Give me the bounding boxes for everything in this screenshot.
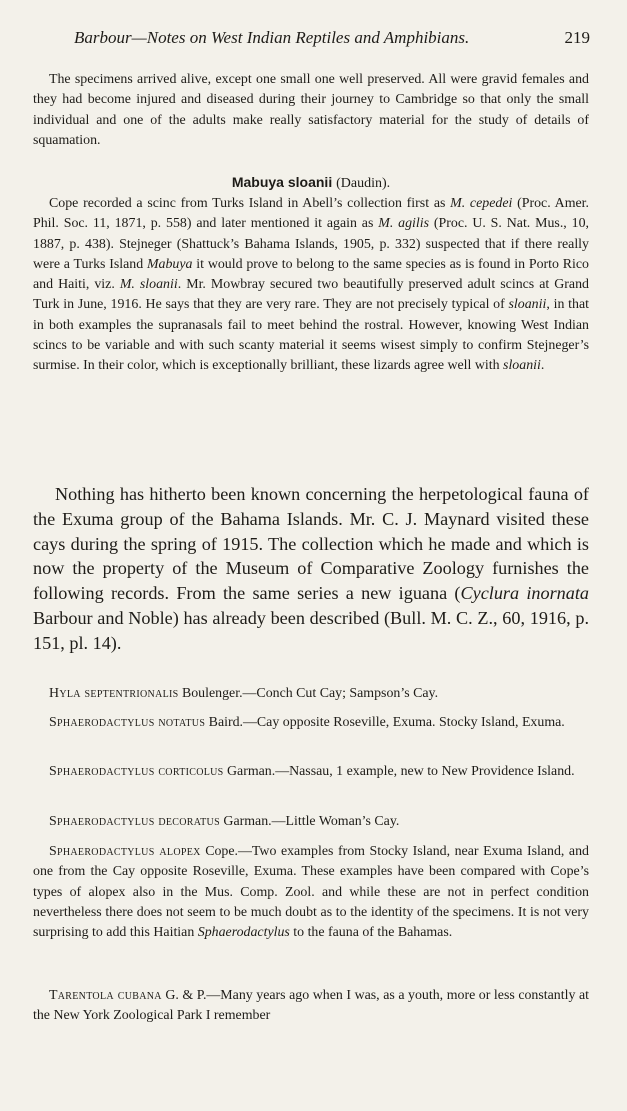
entry-tarentola bbox=[33, 986, 589, 1027]
cope-text-4: it would prove to belong to the same species as is found in Porto Rico and Haiti, viz. bbox=[33, 256, 589, 293]
exuma-italic-1: Cyclura inornata bbox=[460, 583, 589, 604]
entry-corticolus-taxon: Sphaerodactylus corticolus bbox=[49, 764, 224, 779]
cope-text-5: . Mr. Mowbray secured two beautifully preserved adult scincs at Grand Turk in June, 1916. He says that they are very rare. They are not precisely typical of bbox=[33, 277, 589, 313]
entry-alopex-body-1: Cope.—Two examples from Stocky Island, near Exuma Island, and one from the Cay opposite Roseville, Exuma. These examples have been compared with Cope’s types of alopex also in the Mus. Comp. Zool. and while these are not in perfect condition nevertheless there does not seem to be much doubt as to the identity of the specimens. It is not very surprising to add this Haitian bbox=[33, 844, 589, 941]
cope-paragraph-block bbox=[33, 194, 589, 377]
page-number: 219 bbox=[564, 28, 590, 47]
entry-corticolus bbox=[33, 762, 589, 782]
cope-italic-1: M. cepedei bbox=[450, 196, 513, 211]
entry-alopex-text bbox=[33, 842, 589, 943]
entry-alopex-taxon: Sphaerodactylus alopex bbox=[49, 844, 201, 859]
cope-italic-5: sloanii bbox=[508, 297, 547, 313]
entry-tarentola-taxon: Tarentola cubana bbox=[49, 988, 162, 1003]
specimens-paragraph-block bbox=[33, 70, 589, 151]
cope-italic-3: Mabuya bbox=[146, 256, 193, 272]
entry-alopex-body-2: to the fauna of the Bahamas. bbox=[289, 925, 453, 941]
entry-tarentola-body: G. & P.—Many years ago when I was, as a youth, more or less constantly at the New York Zoological Park I remember bbox=[33, 988, 589, 1024]
entry-tarentola-text bbox=[33, 986, 589, 1027]
running-head bbox=[74, 28, 590, 52]
exuma-text-2: Barbour and Noble) has already been described (Bull. M. C. Z., 60, 1916, p. 151, pl. 14). bbox=[33, 607, 589, 653]
entry-notatus-body: Baird.—Cay opposite Roseville, Exuma. Stocky Island, Exuma. bbox=[205, 715, 565, 730]
species-heading bbox=[33, 172, 589, 194]
entry-notatus-text bbox=[33, 713, 589, 733]
entry-hyla-taxon: Hyla septentrionalis bbox=[49, 686, 179, 701]
entry-notatus bbox=[33, 713, 589, 733]
specimens-paragraph: The specimens arrived alive, except one small one well preserved. All were gravid females and they had become injured and diseased during their journey to Cambridge so that only the small individual and one of the adults make really satisfactory material for the study of details of squamation. bbox=[33, 72, 589, 148]
entry-decoratus bbox=[33, 812, 589, 832]
entry-corticolus-body: Garman.—Nassau, 1 example, new to New Providence Island. bbox=[223, 764, 575, 779]
entry-alopex bbox=[33, 842, 589, 943]
cope-text-1: Cope recorded a scinc from Turks Island in Abell’s collection first as bbox=[49, 196, 451, 211]
cope-italic-4: M. sloanii bbox=[119, 277, 178, 293]
cope-text-2: (Proc. Amer. Phil. Soc. 11, 1871, p. 558) and later mentioned it again as bbox=[33, 196, 589, 232]
species-heading-name: Mabuya sloanii bbox=[231, 174, 333, 190]
cope-paragraph bbox=[33, 194, 589, 377]
species-heading-block bbox=[33, 172, 589, 194]
entry-corticolus-text bbox=[33, 762, 589, 782]
species-heading-authority: (Daudin). bbox=[336, 176, 391, 191]
cope-text-6: , in that in both examples the supranasals fail to meet behind the rostral. However, knowing West Indian scincs to be variable and with such scanty material it seems wisest simply to confirm Stejneger’s surmise. In their color, which is exceptionally brilliant, these lizards agree well with bbox=[33, 297, 589, 374]
cope-italic-2: M. agilis bbox=[378, 216, 430, 232]
entry-notatus-taxon: Sphaerodactylus notatus bbox=[49, 715, 206, 730]
entry-alopex-italic: Sphaerodactylus bbox=[197, 925, 290, 941]
exuma-paragraph bbox=[33, 482, 589, 656]
entry-hyla bbox=[33, 684, 589, 704]
exuma-text-1: Nothing has hitherto been known concerning the herpetological fauna of the Exuma group of the Bahama Islands. Mr. C. J. Maynard visited these cays during the spring of 1915. The collection which he made and which is now the property of the Museum of Comparative Zoology furnishes the following records. From the same series a new iguana ( bbox=[33, 484, 589, 604]
entry-decoratus-body: Garman.—Little Woman’s Cay. bbox=[219, 814, 400, 829]
cope-text-3: (Proc. U. S. Nat. Mus., 10, 1887, p. 438). Stejneger (Shattuck’s Bahama Islands, 1905, p. 332) suspected that if there really were a Turks Island bbox=[33, 216, 590, 272]
cope-italic-6: sloanii bbox=[503, 358, 541, 374]
entry-hyla-text bbox=[33, 684, 589, 704]
entry-hyla-body: Boulenger.—Conch Cut Cay; Sampson’s Cay. bbox=[178, 686, 439, 701]
entry-decoratus-text bbox=[33, 812, 589, 832]
exuma-paragraph-block bbox=[33, 482, 589, 656]
running-head-title: Barbour—Notes on West Indian Reptiles and Amphibians. bbox=[74, 28, 470, 47]
entry-decoratus-taxon: Sphaerodactylus decoratus bbox=[49, 814, 220, 829]
cope-text-7: . bbox=[540, 358, 545, 374]
